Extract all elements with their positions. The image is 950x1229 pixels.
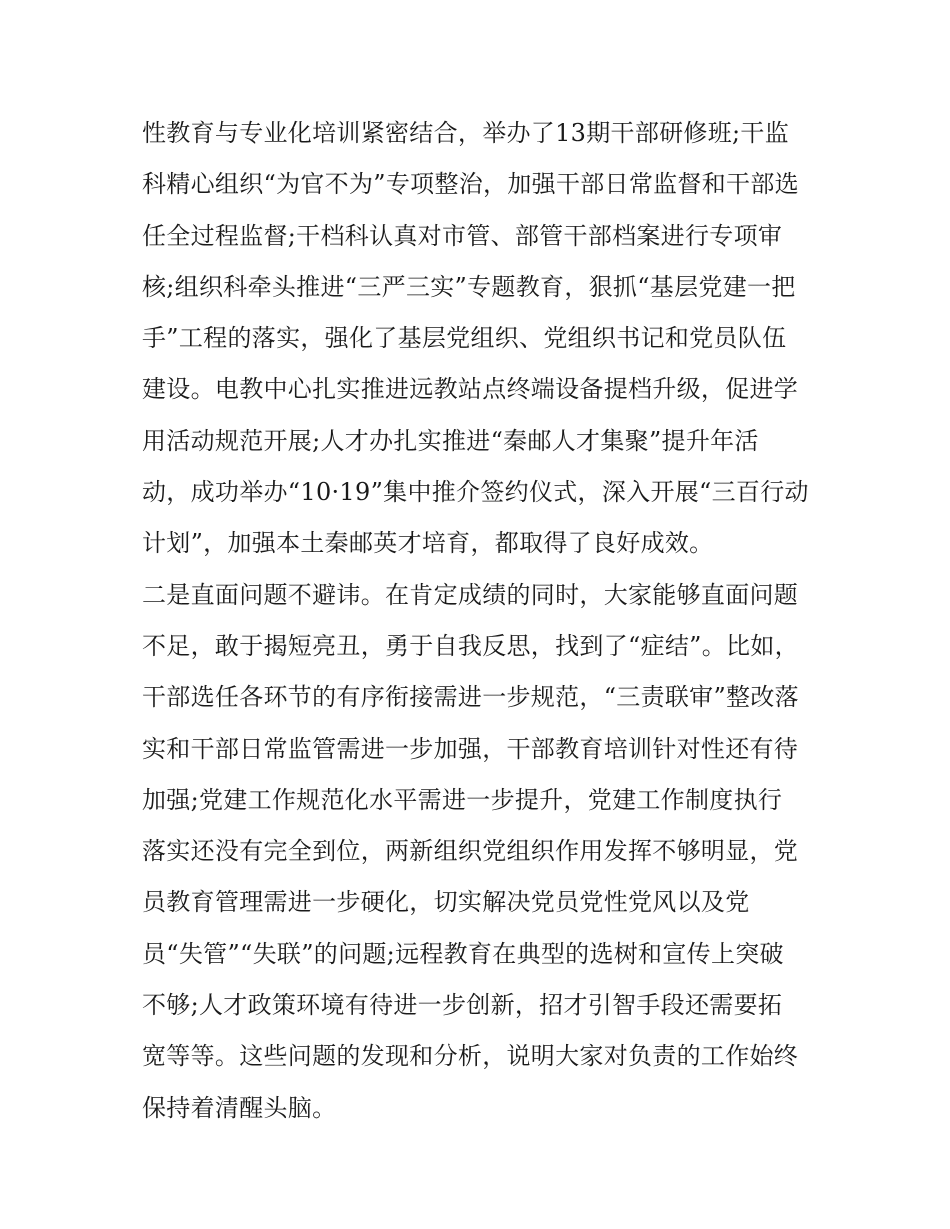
text-line: 动，成功举办“10·19”集中推介签约仪式，深入开展“三百行动 bbox=[142, 478, 809, 507]
paragraph-start-line: 二是直面问题不避讳。在肯定成绩的同时，大家能够直面问题 bbox=[142, 580, 799, 609]
text-line: 加强;党建工作规范化水平需进一步提升，党建工作制度执行 bbox=[142, 785, 783, 814]
text-line: 用活动规范开展;人才办扎实推进“秦邮人才集聚”提升年活 bbox=[142, 426, 759, 455]
text-line: 科精心组织“为官不为”专项整治，加强干部日常监督和干部选 bbox=[142, 170, 799, 199]
text-line: 手”工程的落实，强化了基层党组织、党组织书记和党员队伍 bbox=[142, 324, 787, 353]
text-line: 干部选任各环节的有序衔接需进一步规范，“三责联审”整改落 bbox=[142, 683, 799, 712]
text-line: 不足，敢于揭短亮丑，勇于自我反思，找到了“症结”。比如， bbox=[142, 631, 799, 660]
text-line: 员教育管理需进一步硬化，切实解决党员党性党风以及党 bbox=[142, 888, 750, 917]
text-line: 落实还没有完全到位，两新组织党组织作用发挥不够明显，党 bbox=[142, 837, 799, 866]
text-line: 不够;人才政策环境有待进一步创新，招才引智手段还需要拓 bbox=[142, 991, 783, 1020]
text-line: 性教育与专业化培训紧密结合，举办了13期干部研修班;干监 bbox=[142, 119, 790, 147]
body-text bbox=[142, 108, 822, 1134]
text-line: 员“失管”“失联”的问题;远程教育在典型的选树和宣传上突破 bbox=[142, 939, 784, 968]
text-line: 建设。电教中心扎实推进远教站点终端设备提档升级，促进学 bbox=[142, 375, 799, 404]
text-line: 实和干部日常监管需进一步加强，干部教育培训针对性还有待 bbox=[142, 734, 799, 763]
text-line: 任全过程监督;干档科认真对市管、部管干部档案进行专项审 bbox=[142, 221, 783, 250]
text-line: 保持着清醒头脑。 bbox=[142, 1093, 337, 1122]
text-line: 计划”，加强本土秦邮英才培育，都取得了良好成效。 bbox=[142, 529, 714, 558]
text-line: 宽等等。这些问题的发现和分析，说明大家对负责的工作始终 bbox=[142, 1042, 799, 1071]
text-line: 核;组织科牵头推进“三严三实”专题教育，狠抓“基层党建一把 bbox=[142, 272, 796, 301]
